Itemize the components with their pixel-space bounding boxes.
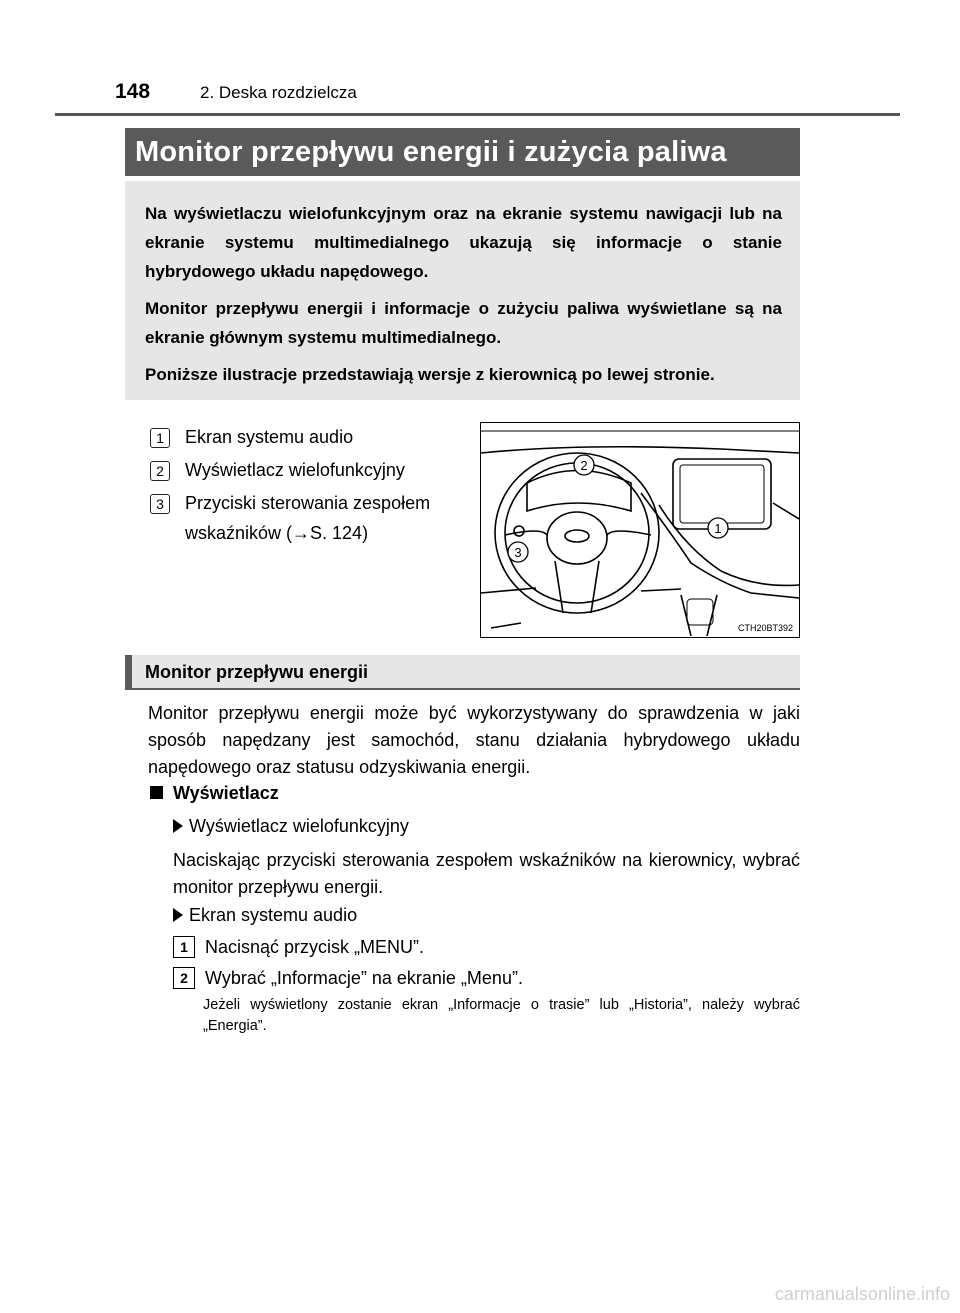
section-body: Monitor przepływu energii może być wykorzystywany do sprawdzenia w jaki sposób napędzany jest samochód, stanu działania hybrydowego układu napędowego oraz statusu odzyskiwania energii.: [148, 703, 800, 777]
callout-2: 2: [580, 458, 588, 473]
triangle-bullet-icon: [173, 819, 183, 833]
dashboard-drawing: [481, 423, 799, 636]
step-item: [173, 936, 424, 958]
watermark: carmanualsonline.info: [774, 1284, 950, 1304]
sub-heading: [150, 783, 279, 804]
title-bar: [125, 128, 800, 176]
bullet-text: Wyświetlacz wielofunkcyjny: [189, 816, 409, 836]
sub-heading-text: Wyświetlacz: [173, 783, 279, 803]
section-bar: [125, 655, 800, 690]
step-number: 2: [173, 967, 195, 989]
square-bullet-icon: [150, 786, 163, 799]
dashboard-illustration: [480, 422, 800, 638]
intro-box: [125, 181, 800, 400]
illustration-code: CTH20BT392: [737, 623, 793, 633]
note-text: Jeżeli wyświetlony zostanie ekran „Informacje o trasie” lub „Historia”, należy wybrać „Energia”.: [203, 997, 800, 1034]
callout-1: 1: [714, 521, 722, 536]
chapter-title: 2. Deska rozdzielcza: [200, 83, 357, 102]
legend-text: Wyświetlacz wielofunkcyjny: [185, 460, 405, 480]
legend-number: 3: [150, 494, 170, 514]
legend-number: 2: [150, 461, 170, 481]
step-number: 1: [173, 936, 195, 958]
intro-paragraph-1: Na wyświetlaczu wielofunkcyjnym oraz na ekranie systemu nawigacji lub na ekranie systemu multimedialnego ukazują się informacje o stanie hybrydowego układu napędowego.: [145, 204, 782, 281]
intro-paragraph-3: Poniższe ilustracje przedstawiają wersje z kierownicą po lewej stronie.: [145, 365, 715, 384]
bullet-text: Ekran systemu audio: [189, 905, 358, 925]
legend-item: [150, 488, 470, 548]
legend-number: 1: [150, 428, 170, 448]
step-text: Nacisnąć przycisk „MENU”.: [205, 937, 425, 957]
callout-3: 3: [514, 545, 522, 560]
step-item: [173, 967, 523, 989]
legend-text: Przyciski sterowania zespołem wskaźników (→S. 124): [185, 493, 431, 543]
legend-text: Ekran systemu audio: [185, 427, 354, 447]
header-rule: [55, 113, 900, 116]
page-title: Monitor przepływu energii i zużycia paliwa: [135, 136, 727, 168]
legend-item: [150, 455, 470, 485]
bullet-item: [173, 905, 357, 926]
triangle-bullet-icon: [173, 908, 183, 922]
bullet-description: Naciskając przyciski sterowania zespołem wskaźników na kierownicy, wybrać monitor przepływu energii.: [173, 850, 800, 897]
bullet-item: [173, 816, 409, 837]
intro-paragraph-2: Monitor przepływu energii i informacje o zużyciu paliwa wyświetlane są na ekranie głównym systemu multimedialnego.: [145, 299, 782, 347]
section-title: Monitor przepływu energii: [145, 662, 369, 682]
step-text: Wybrać „Informacje” na ekranie „Menu”.: [205, 968, 523, 988]
page-number: 148: [115, 80, 151, 103]
legend-item: [150, 422, 470, 452]
illustration-legend: [150, 422, 470, 551]
